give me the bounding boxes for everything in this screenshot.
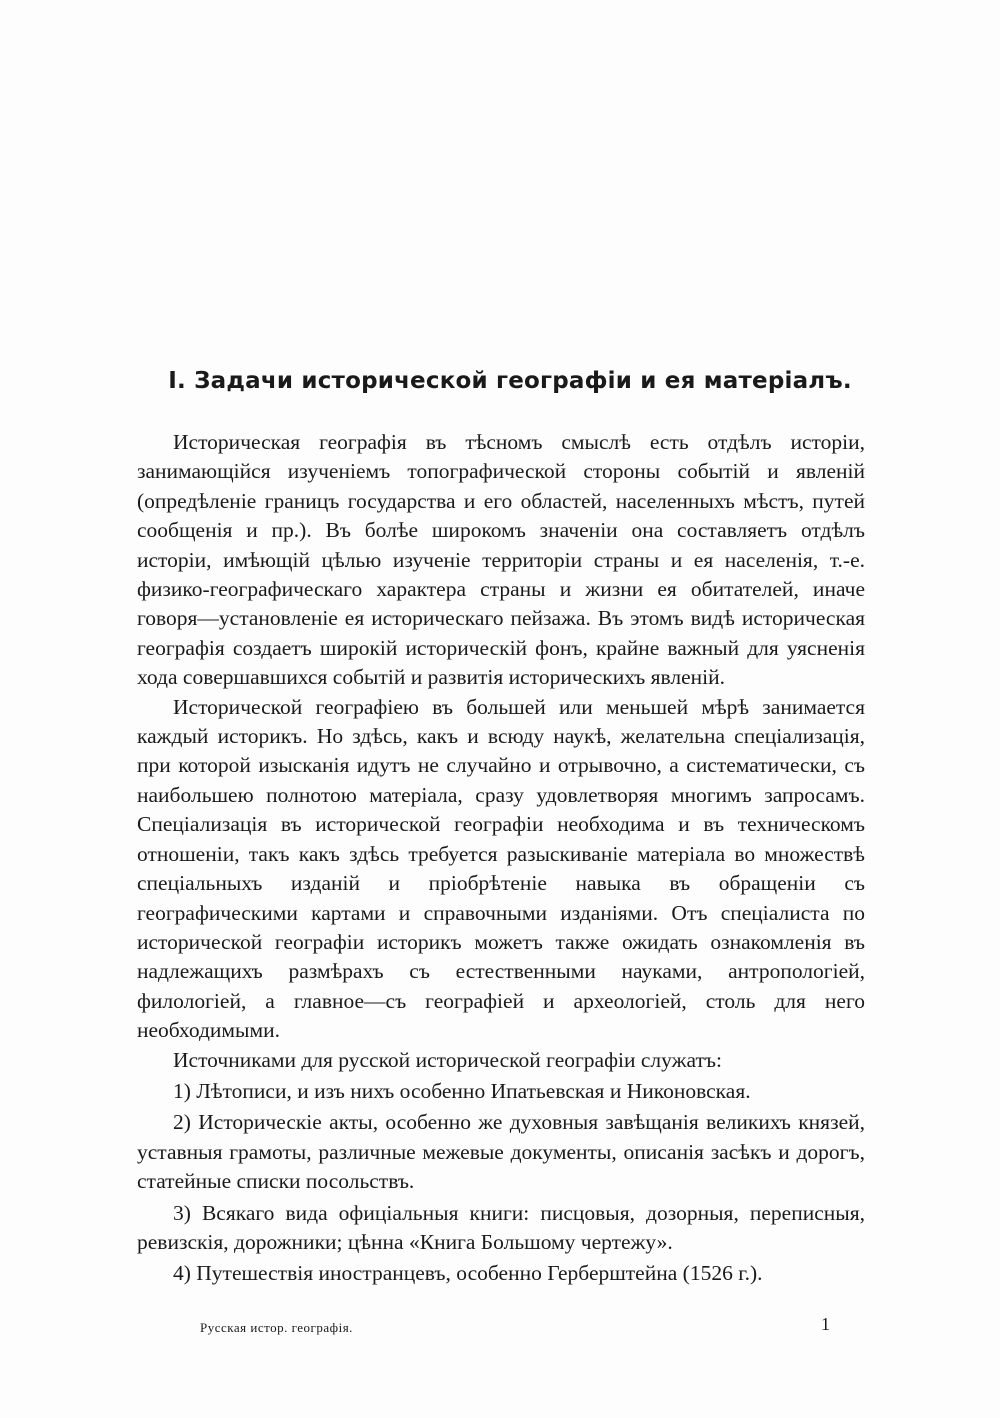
source-item-4: 4) Путешествія иностранцевъ, особенно Герберштейна (1526 г.). [173,1261,763,1286]
paragraph-1: Историческая географія въ тѣсномъ смыслѣ есть отдѣлъ исторіи, занимающійся изученіемъ топографической стороны событій и явленій (опредѣленіе границъ государства и его областей, населенныхъ мѣстъ, путей сообщенія и пр.). Въ болѣе широкомъ значеніи она составляетъ отдѣлъ исторіи, имѣющій цѣлью изученіе территоріи страны и ея населенія, т.-е. физико-географическаго характера страны и жизни ея обитателей, иначе говоря—установленіе ея историческаго пейзажа. Въ этомъ видѣ историческая географія создаетъ широкій историческій фонъ, крайне важный для уясненія хода совершавшихся событій и развитія историческихъ явленій. [137,430,865,690]
chapter-title: I. Задачи исторической географіи и ея матеріалъ. [168,368,852,394]
page-number: 1 [821,1314,830,1334]
source-item-2: 2) Историческіе акты, особенно же духовныя завѣщанія великихъ князей, уставныя грамоты, различные межевые документы, описанія засѣкъ и дорогъ, статейные списки посольствъ. [137,1110,865,1194]
paragraph-2: Исторической географіею въ большей или меньшей мѣрѣ занимается каждый историкъ. Но здѣсь, какъ и всюду наукѣ, желательна спеціализація, при которой изысканія идутъ не случайно и отрывочно, а систематически, съ наибольшею полнотою матеріала, сразу удовлетворяя многимъ запросамъ. Спеціализація въ исторической географіи необходима и въ техническомъ отношеніи, такъ какъ здѣсь требуется разыскиваніе матеріала во множествѣ спеціальныхъ изданій и пріобрѣтеніе навыка въ обращеніи съ географическими картами и справочными изданіями. Отъ спеціалиста по исторической географіи историкъ можетъ также ожидать ознакомленія въ надлежащихъ размѣрахъ съ естественными науками, антропологіей, филологіей, а главное—съ географіей и археологіей, столь для него необходимыми. [137,694,865,1043]
running-title: Русская истор. географія. [200,1320,353,1335]
body-text [137,428,865,1289]
source-item-1: 1) Лѣтописи, и изъ нихъ особенно Ипатьевская и Никоновская. [173,1078,751,1103]
source-item-3: 3) Всякаго вида офиціальныя книги: писцовыя, дозорныя, переписныя, ревизскія, дорожники; цѣнна «Книга Большому чертежу». [137,1200,865,1254]
sources-intro: Источниками для русской исторической географіи служатъ: [173,1047,722,1072]
page-footer [200,1314,830,1344]
